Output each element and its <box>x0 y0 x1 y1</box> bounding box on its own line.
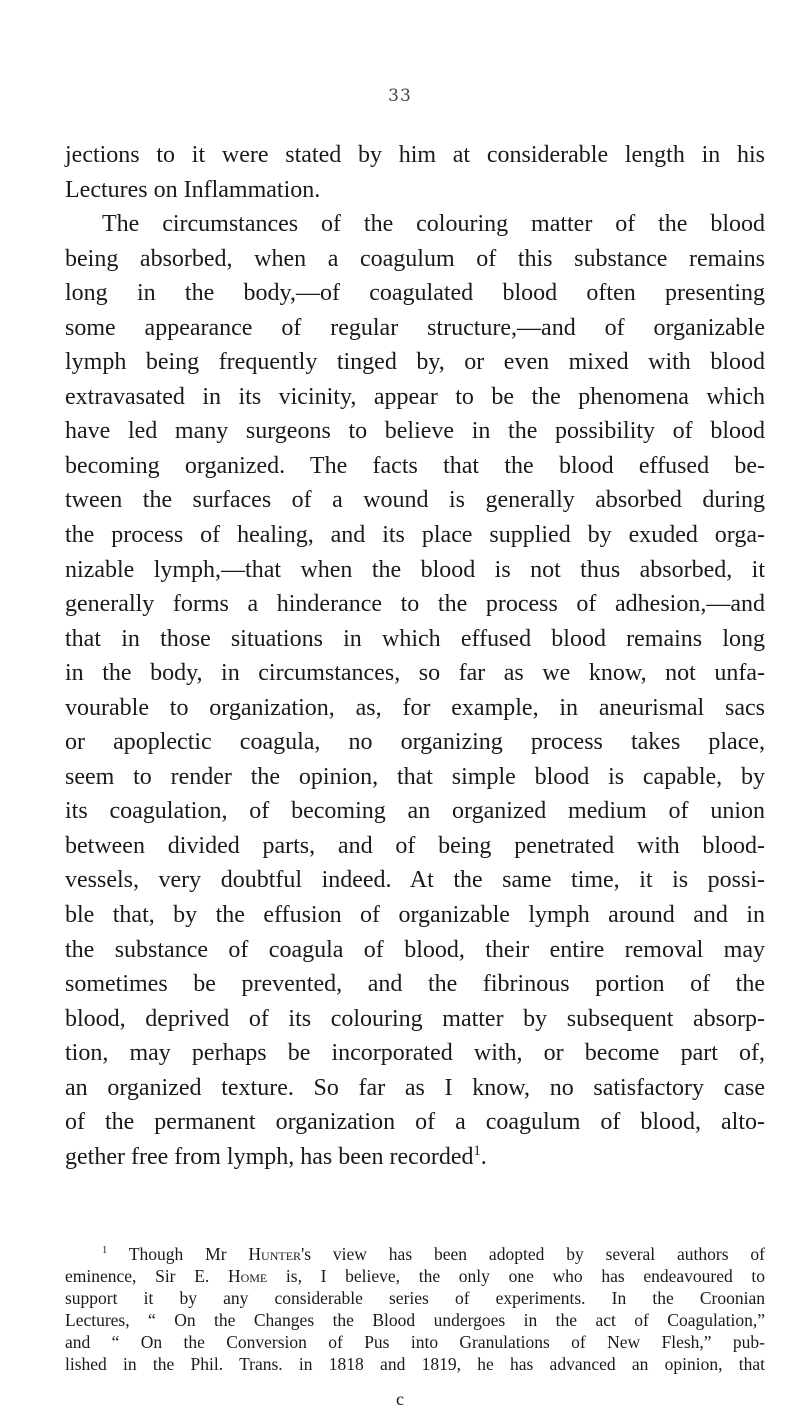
author-name: Home <box>227 1266 268 1286</box>
footnote-reference: 1 <box>473 1142 481 1159</box>
text-line: blood, deprived of its colouring matter by subsequent absorp- <box>65 1005 765 1032</box>
text-line: between divided parts, and of being penetrated with blood- <box>65 832 765 859</box>
text-line: or apoplectic coagula, no organizing process takes place, <box>65 729 765 756</box>
paragraph-start-line: The circumstances of the colouring matter of the blood <box>102 211 765 238</box>
text-line: an organized texture. So far as I know, no satisfactory case <box>65 1074 765 1101</box>
text-line-content: gether free from lymph, has been recorded <box>65 1143 474 1170</box>
footnote-marker: 1 <box>102 1245 108 1257</box>
text-line: have led many surgeons to believe in the possibility of blood <box>65 418 765 445</box>
text-line: some appearance of regular structure,—and of organizable <box>65 314 765 341</box>
footnote-line: lished in the Phil. Trans. in 1818 and 1819, he has advanced an opinion, that <box>65 1354 765 1374</box>
text-line: tween the surfaces of a wound is generally absorbed during <box>65 487 765 514</box>
signature-mark: c <box>396 1389 404 1409</box>
footnote-line: Lectures, “ On the Changes the Blood undergoes in the act of Coagulation,” <box>65 1310 765 1330</box>
footnote-text: 's view has been adopted by several authors of <box>301 1244 766 1264</box>
footnote-line: support it by any considerable series of experiments. In the Croonian <box>65 1288 765 1308</box>
footnote-line: and “ On the Conversion of Pus into Granulations of New Flesh,” pub- <box>65 1332 765 1352</box>
text-line: sometimes be prevented, and the fibrinous portion of the <box>65 971 765 998</box>
text-line: extravasated in its vicinity, appear to be the phenomena which <box>65 383 765 410</box>
footnote-line <box>65 1265 765 1287</box>
footnote-text: Though Mr <box>128 1244 249 1264</box>
footnote-text: eminence, Sir E. <box>65 1266 228 1286</box>
text-line: lymph being frequently tinged by, or even mixed with blood <box>65 349 765 376</box>
text-line: the substance of coagula of blood, their entire removal may <box>65 936 765 963</box>
text-line: generally forms a hinderance to the process of adhesion,—and <box>65 591 765 618</box>
text-line: that in those situations in which effused blood remains long <box>65 625 765 652</box>
text-line: the process of healing, and its place supplied by exuded orga- <box>65 522 765 549</box>
text-line: becoming organized. The facts that the blood effused be- <box>65 452 765 479</box>
text-line: vourable to organization, as, for example, in aneurismal sacs <box>65 694 765 721</box>
text-line: Lectures on Inflammation. <box>65 176 321 203</box>
footnote-line <box>65 1243 765 1265</box>
main-text <box>65 138 765 1174</box>
text-line: jections to it were stated by him at considerable length in his <box>65 142 765 168</box>
text-line: seem to render the opinion, that simple blood is capable, by <box>65 763 765 790</box>
page-number: 33 <box>388 86 412 106</box>
footnote <box>65 1243 765 1375</box>
text-line: long in the body,—of coagulated blood often presenting <box>65 280 765 307</box>
text-line: nizable lymph,—that when the blood is not thus absorbed, it <box>65 556 765 583</box>
text-line: in the body, in circumstances, so far as we know, not unfa- <box>65 660 765 687</box>
text-line: tion, may perhaps be incorporated with, or become part of, <box>65 1040 765 1067</box>
text-line: its coagulation, of becoming an organized medium of union <box>65 798 765 825</box>
text-line: ble that, by the effusion of organizable lymph around and in <box>65 902 765 929</box>
text-line: being absorbed, when a coagulum of this substance remains <box>65 245 765 272</box>
footnote-text: is, I believe, the only one who has endeavoured to <box>267 1266 766 1286</box>
text-line: of the permanent organization of a coagulum of blood, alto- <box>65 1109 765 1136</box>
text-line: vessels, very doubtful indeed. At the same time, it is possi- <box>65 867 765 894</box>
author-name: Hunter <box>248 1244 302 1264</box>
text-line-last: gether free from lymph, has been recorded$^1$. <box>65 1142 487 1170</box>
